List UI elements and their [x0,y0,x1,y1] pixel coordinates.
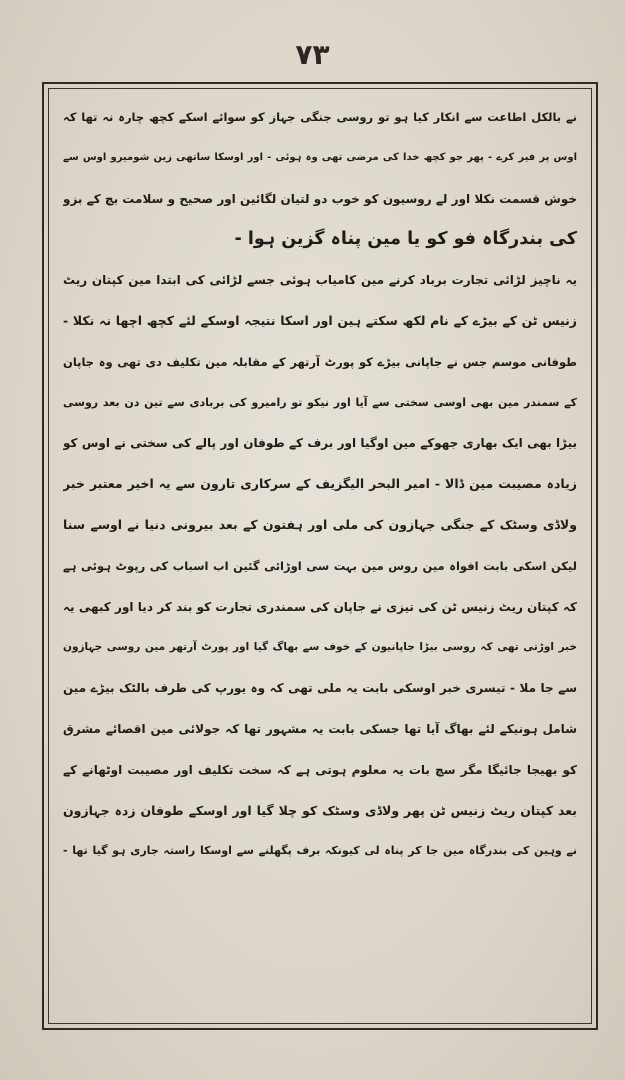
text-line: لیکن اسکی بابت افواہ مین روس مین بہت سی اوڑائی گئین اب اسباب کی رپوٹ ہوئی ہے [63,558,577,573]
text-line: کے سمندر مین بھی اوسی سختی سے آیا اور نیکو تو رامیرو کی بربادی سے تین دن بعد روسی [63,395,577,409]
text-line: خوش قسمت نکلا اور لے روسیون کو خوب دو لتیان لگائین اور صحیح و سلامت بچ کے بزو [63,191,577,206]
text-block [63,97,577,1013]
text-line: بیڑا بھی ایک بھاری جھوکے مین اوگیا اور برف کے طوفان اور پالے کی سختی نے اوس کو [63,436,577,451]
text-line: زیادہ مصیبت مین ڈالا - امیر البحر الیگزیف کے سرکاری تارون سے یہ اخیر معتبر خبر [63,476,577,492]
text-line: کہ کپتان ریٹ زنیس ٹن کی تیزی نے جاپان کی سمندری تجارت کو بند کر دیا اور کبھی یہ [63,599,577,614]
text-line: سے جا ملا - تیسری خبر اوسکی بابت یہ ملی تھی کہ وہ یورپ کی طرف بالٹک بیڑے مین [63,681,577,696]
page-frame-inner [48,88,592,1024]
text-line: یہ ناچیز لڑائی تجارت برباد کرنے مین کامیاب ہوئی جسے لڑائی کی ابتدا مین کپتان ریٹ [63,273,577,288]
page-number: ٧٣ [295,38,330,71]
text-line: کو بھیجا جائیگا مگر سچ بات یہ معلوم ہوتی ہے کہ سخت تکلیف اور مصیبت اوٹھانے کے [63,762,577,777]
text-line: اوس پر فیر کرے - پھر جو کچھ خدا کی مرضی تھی وہ ہوئی - اور اوسکا ساتھی زین شومیرو اوس سے [63,151,577,163]
text-line: نے وہین کی بندرگاہ مین جا کر پناہ لی کیونکہ برف پگھلنے سے اوسکا راستہ جاری ہو گیا تھا - [63,844,577,858]
text-line: شامل ہونیکے لئے بھاگ آیا تھا جسکی بابت یہ مشہور تھا کہ جولائی مین اقصائے مشرق [63,721,577,736]
text-line: نے بالکل اطاعت سے انکار کیا ہو تو روسی جنگی جہاز کو سوائے اسکے کچھ چارہ نہ تھا کہ [63,110,577,124]
text-line: طوفانی موسم جس نے جاپانی بیڑے کو پورٹ آرتھر کے مقابلہ مین تکلیف دی تھی وہ جاپان [63,354,577,369]
text-line: خبر اوڑتی تھی کہ روسی بیڑا جاپانیون کے خوف سے بھاگ گیا اور پورٹ آرتھر مین روسی جہازون [63,641,577,654]
text-line: کی بندرگاہ فو کو یا مین پناہ گزین ہوا - [234,229,577,250]
text-line: ولاڈی وسٹک کے جنگی جہازون کی ملی اور ہفتون کے بعد بیرونی دنیا نے اوسے سنا [63,516,577,532]
text-line: بعد کپتان ریٹ زنیس ٹن پھر ولاڈی وسٹک کو چلا گیا اور اوسکے طوفان زدہ جہازون [63,802,577,818]
text-line: زنیس ٹن کے بیڑے کے نام لکھ سکتے ہین اور اسکا نتیجہ اوسکے لئے کچھ اچھا نہ نکلا - [63,312,577,328]
page-frame [42,82,598,1030]
